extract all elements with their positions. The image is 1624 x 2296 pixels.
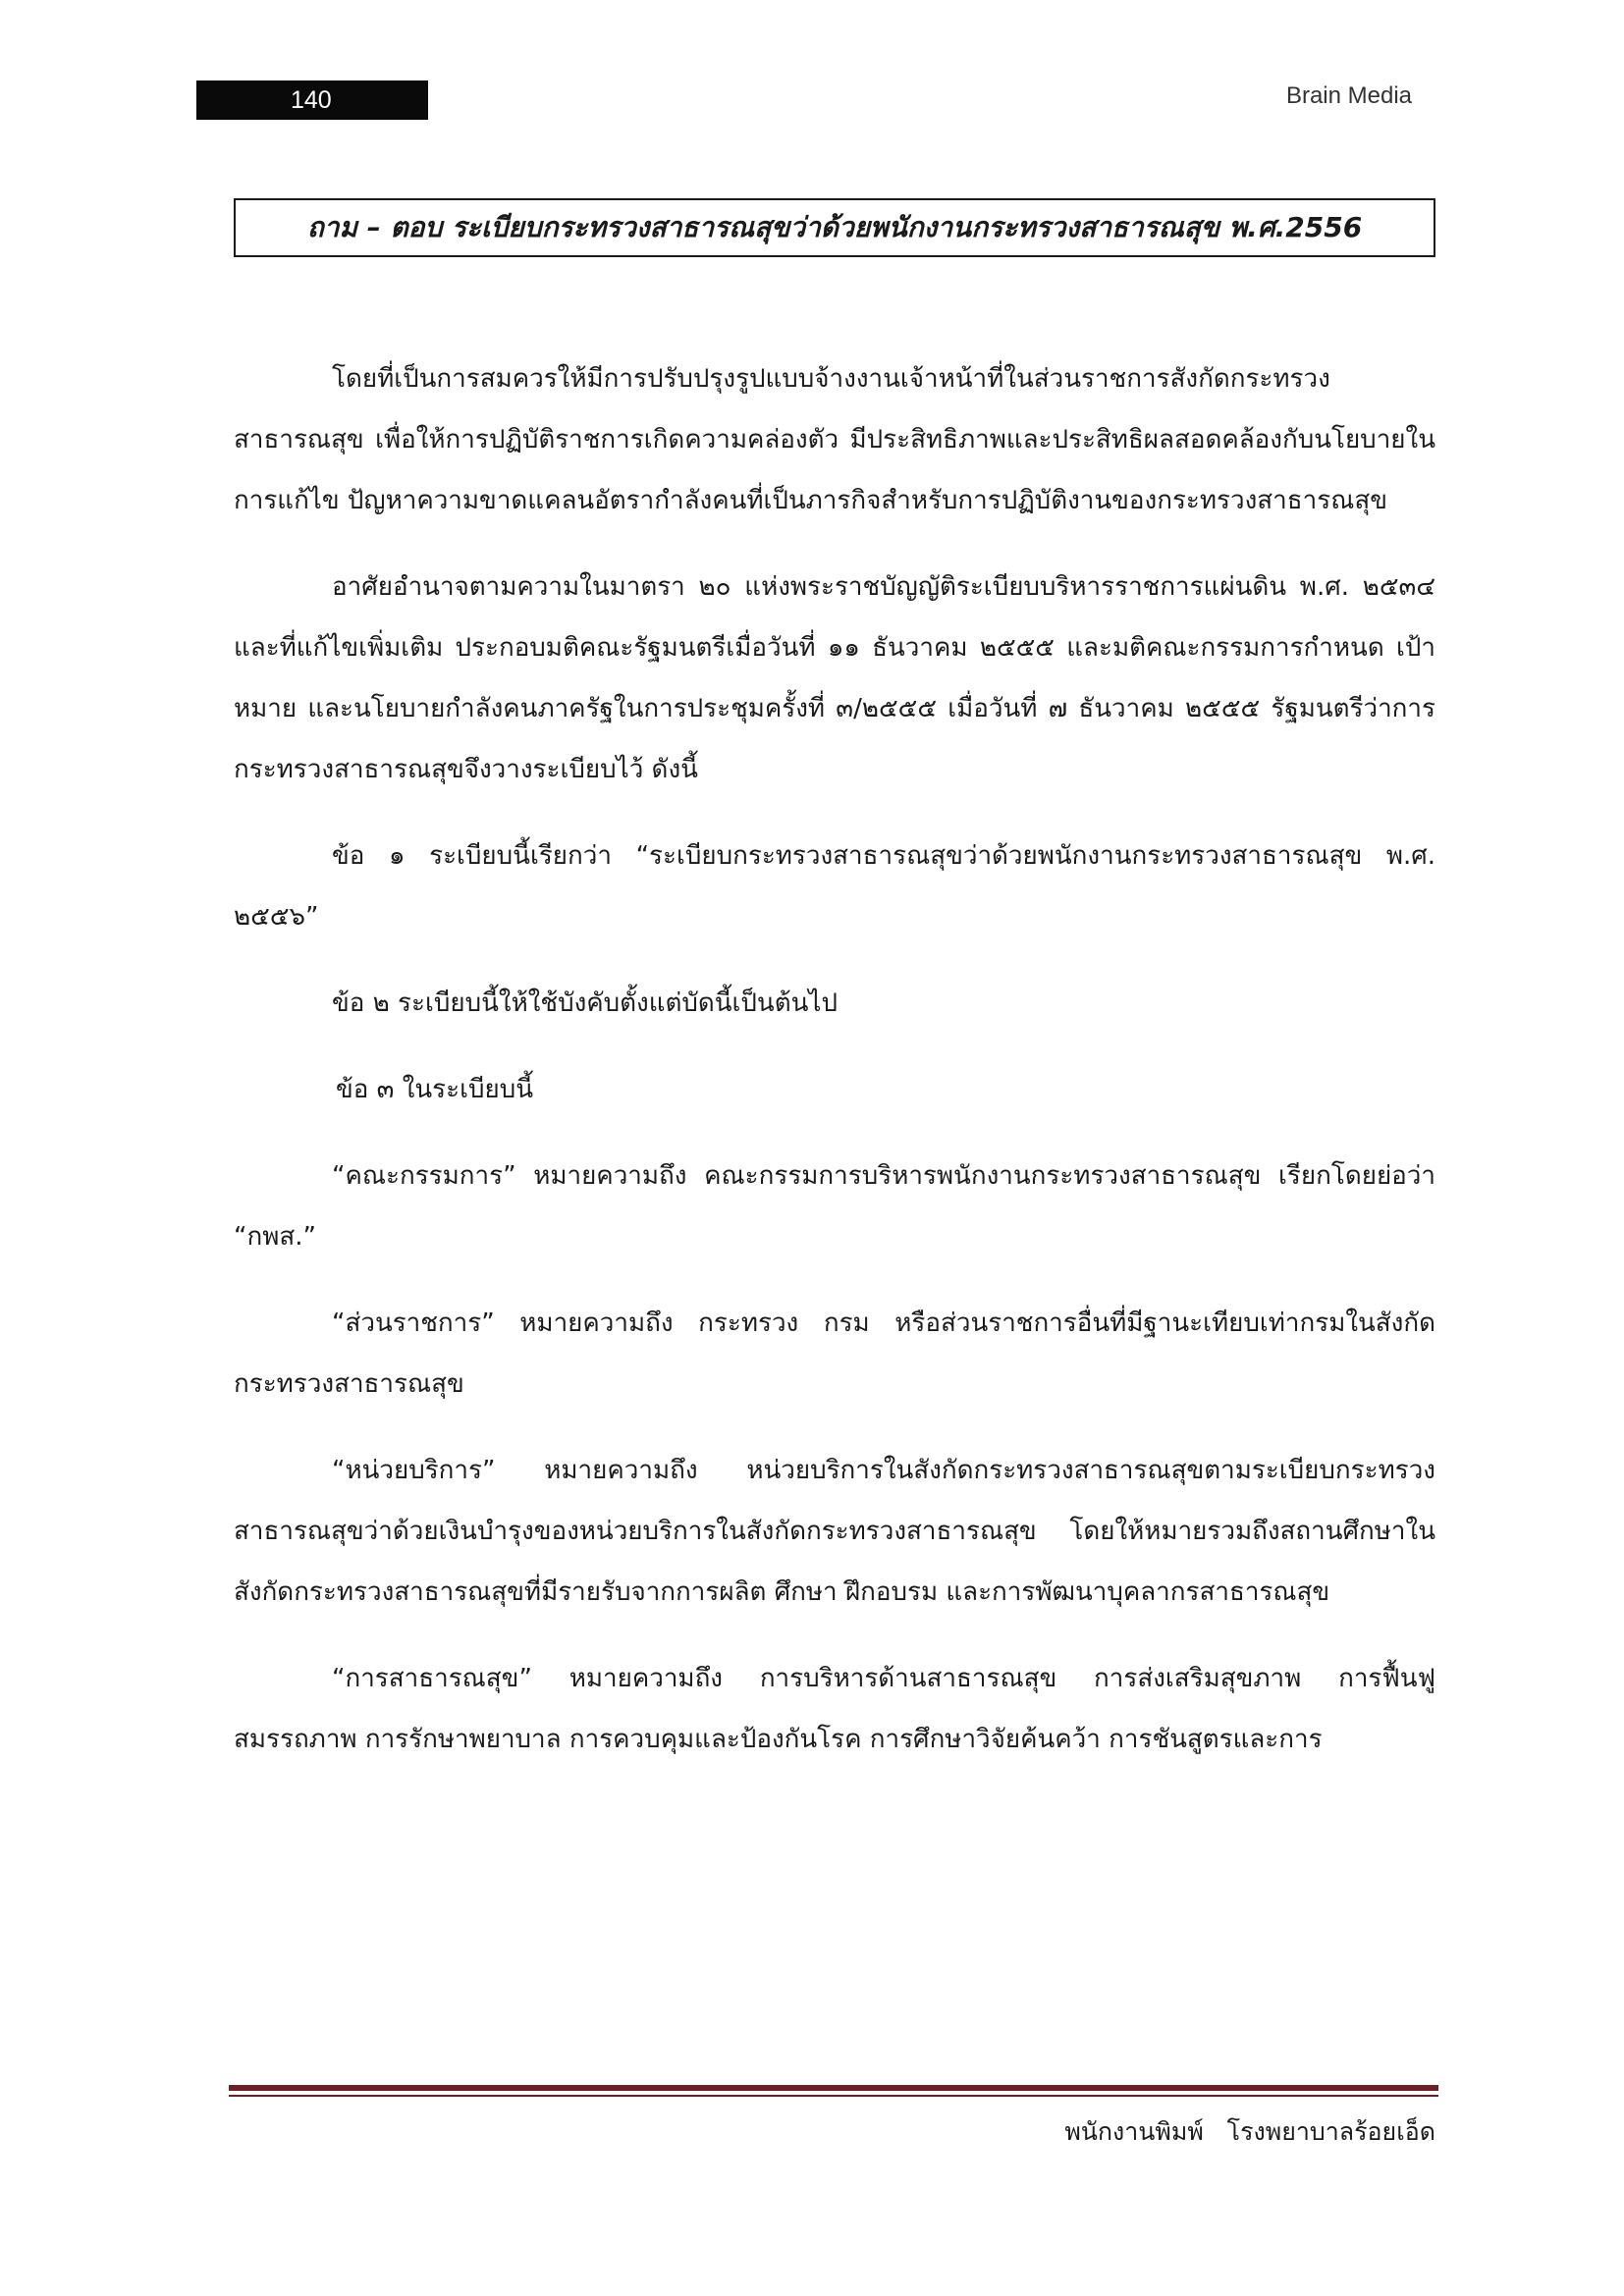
footer-text: พนักงานพิมพ์ โรงพยาบาลร้อยเอ็ด [1064, 2117, 1435, 2146]
publisher-name: Brain Media [1285, 82, 1412, 109]
document-title-box [234, 198, 1435, 257]
paragraph-definition-agency: “ส่วนราชการ” หมายความถึง กระทรวง กรม หรือส่วนราชการอื่นที่มีฐานะเทียบเท่ากรมในสังกัดกระทรวงสาธารณสุข [234, 1308, 1435, 1399]
paragraph-definition-service-unit: “หน่วยบริการ” หมายความถึง หน่วยบริการในสังกัดกระทรวงสาธารณสุขตามระเบียบกระทรวงสาธารณสุขว่าด้วยเงินบำรุงของหน่วยบริการในสังกัดกระทรวงสาธารณสุข โดยให้หมายรวมถึงสถานศึกษาใน สังกัดกระทรวงสาธารณสุขที่มีรายรับจากการผลิต ศึกษา ฝึกอบรม และการพัฒนาบุคลากรสาธารณสุข [234, 1456, 1435, 1607]
paragraph-preamble: โดยที่เป็นการสมควรให้มีการปรับปรุงรูปแบบจ้างงานเจ้าหน้าที่ในส่วนราชการสังกัดกระทรวงสาธารณสุข เพื่อให้การปฏิบัติราชการเกิดความคล่องตัว มีประสิทธิภาพและประสิทธิผลสอดคล้องกับนโยบายในการแก้ไข ปัญหาความขาดแคลนอัตรากำลังคนที่เป็นภารกิจสำหรับการปฏิบัติงานของกระทรวงสาธารณสุข [234, 364, 1435, 515]
paragraph-definition-public-health: “การสาธารณสุข” หมายความถึง การบริหารด้านสาธารณสุข การส่งเสริมสุขภาพ การฟื้นฟูสมรรถภาพ การรักษาพยาบาล การควบคุมและป้องกันโรค การศึกษาวิจัยค้นคว้า การชันสูตรและการ [234, 1664, 1435, 1754]
footer-rule-thin [229, 2095, 1438, 2097]
paragraph-authority: อาศัยอำนาจตามความในมาตรา ๒๐ แห่งพระราชบัญญัติระเบียบบริหารราชการแผ่นดิน พ.ศ. ๒๕๓๔ และที่แก้ไขเพิ่มเติม ประกอบมติคณะรัฐมนตรีเมื่อวันที่ ๑๑ ธันวาคม ๒๕๕๕ และมติคณะกรรมการกำหนด เป้าหมาย และนโยบายกำลังคนภาครัฐในการประชุมครั้งที่ ๓/๒๕๕๕ เมื่อวันที่ ๗ ธันวาคม ๒๕๕๕ รัฐมนตรีว่าการกระทรวงสาธารณสุขจึงวางระเบียบไว้ ดังนี้ [234, 572, 1435, 784]
document-body [234, 348, 1435, 1795]
paragraph-clause-2: ข้อ ๒ ระเบียบนี้ให้ใช้บังคับตั้งแต่บัดนี้เป็นต้นไป [332, 988, 838, 1018]
page-number-box [196, 80, 428, 120]
paragraph-clause-1: ข้อ ๑ ระเบียบนี้เรียกว่า “ระเบียบกระทรวงสาธารณสุขว่าด้วยพนักงานกระทรวงสาธารณสุข พ.ศ. ๒๕๕๖” [234, 841, 1435, 932]
paragraph-definition-committee: “คณะกรรมการ” หมายความถึง คณะกรรมการบริหารพนักงานกระทรวงสาธารณสุข เรียกโดยย่อว่า “กพส.” [234, 1161, 1435, 1252]
footer-rule-thick [229, 2085, 1438, 2091]
paragraph-clause-3: ข้อ ๓ ในระเบียบนี้ [336, 1075, 533, 1104]
document-title: ถาม – ตอบ ระเบียบกระทรวงสาธารณสุขว่าด้วยพนักงานกระทรวงสาธารณสุข พ.ศ.2556 [306, 211, 1363, 243]
page-number: 140 [291, 86, 332, 114]
